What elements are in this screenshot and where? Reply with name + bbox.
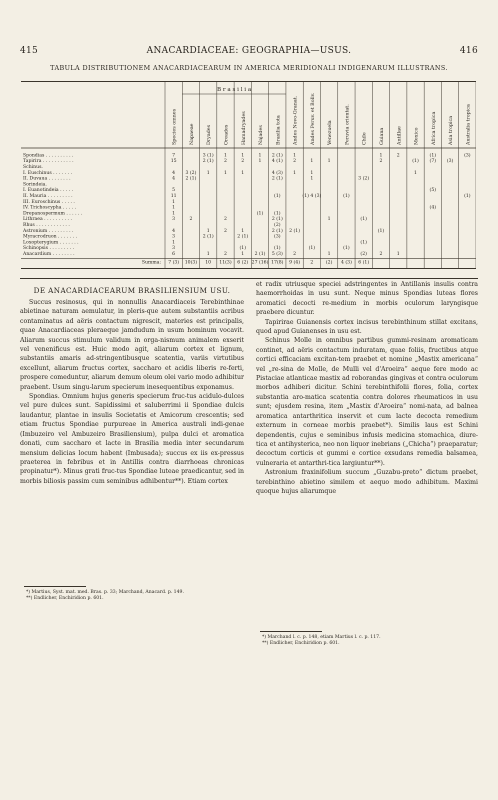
table-cell: 1 (206, 228, 210, 234)
table-cell: (2) (360, 252, 367, 257)
column-header: Venezuela (328, 120, 334, 145)
summa-cell: 6 (2) (237, 260, 249, 266)
column-header: Species omnes (172, 108, 178, 145)
table-cell: 2 (1) (254, 252, 266, 257)
table-cell: (1) (308, 246, 316, 252)
summa-cell: 17(8) (271, 260, 284, 266)
table-cell: (1) (274, 194, 281, 199)
table-cell: (1) (429, 153, 437, 159)
row-label: Schinus. (23, 165, 43, 170)
table-cell: 1 (258, 159, 262, 165)
summa-cell: 27 (16) (251, 260, 269, 266)
row-label: Spondias . . . . . . . . . . (23, 153, 74, 159)
row-label: Astronium . . . . . . . . . (23, 228, 74, 234)
table-cell: 1 (310, 176, 314, 182)
table-cell: 1 (241, 153, 245, 159)
table-cell: (4) (429, 205, 437, 211)
row-label: Schinopsis . . . . . . . . . (23, 246, 75, 252)
table-cell: 3 (1) (202, 153, 214, 159)
column-header: Antillae (397, 126, 403, 145)
row-label: Myracrodruon . . . . . . . (23, 234, 78, 240)
table-cell: 1 (379, 153, 383, 159)
table-cell: 1 (293, 170, 297, 176)
table-cell: 2 (1) (202, 234, 214, 240)
right-footnote-1: *) Marchand l. c. p. 148, etiam Martius l. c. p. 117. (262, 635, 381, 640)
table-cell: (1) (360, 217, 367, 223)
summa-label: Summa: (141, 260, 161, 266)
table-cell: 15 (170, 159, 177, 165)
table-cell: 1 (396, 252, 400, 257)
table-cell: 2 (1) (185, 176, 197, 182)
table-cell: 2 (224, 228, 227, 234)
right-paragraph-3: Schinus Molle in omnibus partibus gummi-resinam aromaticam continet, ad aëris contactum induratam, quae foliis, fructibus atque cortici efficaciam excitan-tem praebet et nomine „Mastix americana“ vel „re-sina de Molle, de Mulli vel d'Aroeira“ aeque fere modo ac Pistaciae atlanticae mastix ad roborandas gingivas et contra oculorum morbos adhiberi dicitur. Schini terebinthifolii flores, folia, cortex substantia aro-matica scatentia contra dolores rheumaticos in usu sunt; ejusdem resina, item „Mastix d'Aroeira“ nomi-nata, ad balnea aromatica antarthritica inservit et cum lacte decocta remedium externum in corneae morbis praebet*). Similis laus est Schini dependentis, cujus e seminibus infusis medicina stomachica, diure-tica et antihysterica, neo non liquor inebrians („Chicha“) praeparatur; decoctum corticis et gummi e cortice exsudans remedia balsamea, vulneraria et antarthri-tica largiuntur**). (256, 337, 478, 467)
table-cell: 2 (1) (271, 153, 283, 159)
row-label: Rhus . . . . . . . . . . . . (23, 223, 70, 228)
table-cell: (1) (343, 194, 350, 199)
table-cell: 2 (1) (271, 217, 283, 223)
left-footnotes (26, 590, 244, 603)
footnote-rule-right (260, 631, 322, 632)
table-cell: 1 (293, 153, 297, 159)
footnote-rule-left (24, 586, 86, 587)
row-label: Drepanospermum . . . . . . (23, 211, 83, 217)
table-cell: 1 (172, 205, 176, 211)
summa-cell: 7 (3) (168, 260, 180, 266)
left-footnote-2: **) Endlicher, Enchiridion p. 601. (26, 596, 104, 602)
column-header: Najades (259, 125, 265, 145)
right-footnotes (262, 635, 478, 648)
summa-cell: 2 (310, 260, 314, 266)
table-cell: 2 (241, 159, 245, 165)
table-cell: 1 (172, 211, 176, 217)
column-header: Napaeae (189, 123, 195, 145)
left-column (20, 298, 244, 486)
table-cell: 4 (172, 228, 176, 234)
table-cell: 5 (172, 188, 176, 194)
table-cell: 2 (224, 159, 227, 165)
table-cell: 5 (3) (271, 252, 283, 257)
table-cell: (1) (412, 159, 419, 165)
table-cell: 1 (206, 170, 210, 176)
table-cell: 4 (172, 170, 176, 176)
table-cell: (5) (429, 188, 437, 194)
table-cell: (1) (464, 194, 471, 199)
column-header: Dryades (207, 124, 213, 145)
row-label: Loxopterygium . . . . . . . (23, 240, 79, 246)
column-header: Andes Peruv. et Boliv. (310, 92, 316, 145)
summa-cell: 4 (3) (340, 260, 352, 266)
table-cell: 3 (2) (358, 176, 370, 182)
table-cell: 2 (1) (271, 228, 283, 234)
table-cell: 1 (310, 159, 314, 165)
summa-cell: (2) (325, 260, 333, 266)
row-label: Anacardium . . . . . . . . (23, 252, 75, 257)
column-header: Hamadryades (241, 111, 247, 145)
table-cell: 4 (172, 176, 176, 182)
row-label: Sorindeia. (23, 182, 47, 188)
table-cell: 1 (327, 252, 331, 257)
column-header: Asia tropica (449, 115, 455, 145)
table-cell: 3 (172, 217, 176, 223)
table-cell: 1 (241, 170, 245, 176)
summa-cell: 11(3) (219, 260, 232, 266)
left-paragraph-1: Succus resinosus, qui in nonnullis Anacardiaceis Terebinthinae abietinae naturam aemulatur, in pleris-que autem substantiis acribus contaminatus ad aëris contactum nigrescit, materies est principalis, quae Anacardiaceas pleraeque jamdudum in usum hominum vocavit. Aliarum succus stimulum validum in orga-nismum animalem exserit vel venenificus est. Huic modo agit, aliarum cortex et lignum, substantiis amaris ad-stringentibusque scatentia, variis virtutibus excellunt, aliarum fructus cortex, saccharo et acidis liberis re-ferti, prospere comeduntur, aliarum demum oleum olei vario modo adhibitur praebent. Usum singu-larum specierum inesequentibus exponamus. (20, 299, 244, 391)
table-cell: 6 (172, 252, 176, 257)
row-label: Lithraea . . . . . . . . . . (23, 217, 72, 223)
table-cell: 3 (2) (185, 170, 197, 176)
table-cell: 1 (172, 199, 176, 205)
table-cell: 4 (1) (271, 159, 283, 165)
table-cell: (1) (274, 246, 281, 252)
table-cell: (1) (239, 246, 247, 252)
table-cell: 1 (241, 228, 245, 234)
table-cell: 2 (293, 159, 297, 165)
table-cell: 1 (258, 153, 262, 159)
summa-cell: 10 (205, 260, 212, 266)
table-cell: 1 (241, 252, 245, 257)
table-cell: (3) (274, 234, 281, 240)
page-number-left: 415 (20, 46, 39, 56)
table-cell: (1) 4 (3) (302, 194, 322, 199)
table-cell: 1 (310, 170, 314, 176)
column-header: Brasilia tota (276, 115, 282, 145)
right-column (256, 280, 478, 496)
distribution-table (21, 81, 476, 269)
table-cell: 2 (189, 217, 193, 223)
table-cell: 7 (172, 153, 176, 159)
table-cell: 1 (224, 170, 227, 176)
right-paragraph-2: Tapirirae Guianensis cortex incisus terebinthinum stillat excitans, quod apud Guianenses in usu est. (256, 318, 478, 336)
table-cell: 2 (224, 217, 227, 223)
table-cell: 1 (414, 170, 417, 176)
table-cell: 2 (1) (271, 176, 283, 182)
right-paragraph-4: Astronium fraxinifolium succum „Guzabu-preto“ dictum praebet, terebinthino abietino similem et aequo modo adhibitum. Maximi quoque hujus aliarumque (256, 469, 478, 495)
table-cell: (1) (377, 228, 385, 234)
table-cell: (3) (446, 159, 454, 165)
divider-rule (20, 278, 478, 279)
table-cell: 2 (1) (289, 228, 301, 234)
page-number-right: 416 (459, 46, 478, 56)
table-cell: (1) (256, 211, 264, 217)
table-cell: 4 (3) (271, 170, 283, 176)
right-footnote-2: **) Endlicher, Enchiridion p. 601. (262, 641, 340, 647)
table-cell: 2 (1) (202, 159, 214, 165)
summa-cell: 10(3) (184, 260, 198, 266)
running-header (20, 46, 478, 60)
column-header: Chile (362, 132, 368, 145)
table-cell: 2 (379, 159, 383, 165)
column-header: Australia tropica (466, 104, 472, 145)
brasilia-group-label: B r a s i l i a (217, 87, 252, 93)
table-cell: (7) (429, 159, 437, 165)
table-cell: 1 (206, 252, 210, 257)
row-label: I. Euschinus . . . . . . . (23, 170, 73, 176)
table-cell: (1) (360, 240, 367, 246)
table-cell: 2 (293, 252, 297, 257)
table-cell: 1 (327, 217, 331, 223)
column-header: Peruvia orientat. (345, 104, 351, 145)
row-label: II. Mauria . . . . . . . . . (23, 194, 73, 199)
table-cell: 2 (396, 153, 400, 159)
distribution-table-grid (21, 82, 476, 268)
column-header: Africa tropica (431, 111, 437, 145)
table-cell: 1 (224, 153, 227, 159)
row-label: I. Euanotindeia . . . . . (23, 188, 74, 194)
table-cell: (1) (274, 211, 281, 217)
summa-cell: 6 (1) (358, 260, 370, 266)
table-cell: 3 (172, 234, 176, 240)
table-cell: (3) (464, 153, 471, 159)
table-cell: 2 (224, 252, 227, 257)
row-label: IV. Trichoscypha . . . . . (23, 205, 77, 211)
table-cell: (2) (274, 223, 281, 228)
table-cell: 2 (1) (237, 234, 249, 240)
running-title: ANACARDIACEAE: GEOGRAPHIA—USUS. (146, 46, 352, 56)
row-label: III. Euroschinus . . . . . (23, 199, 75, 205)
summa-cell: 9 (4) (289, 260, 301, 266)
table-cell: 11 (170, 194, 177, 199)
column-header: Oreades (224, 124, 230, 145)
row-label: II. Duvaua . . . . . . . . (23, 176, 71, 182)
left-paragraph-2: Spondias. Omnium hujus generis specierum fruc-tus acidulo-dulces vel pure dulces sunt. Sapidissimi et saluberrimi ii Spondiae dulcis laudantur, plantae in insulis Societatis et Amicorum crescentis; sed etiam fructus Spondiae purpureae in America australi indi-genae (Imbuzeiro vel Ambuzeiro Brasiliensium), pulpa dulci et aromatica donati, cum saccharo et lacte in Brasilia media inter secundarum mensium delicias locum habent (Imbusada); succus ex iis ex-pressus praeterea in febribus et in Antillis contra diarrhoeas chronicas propinatur*). Minus grati fruc-tus Spondiae luteae praedicantur, sed in morbis biliosis passim cum seminibus adhibentur**). Etiam cortex (20, 393, 244, 485)
table-title: TABULA DISTRIBUTIONEM ANACARDIACEARUM IN AMERICA MERIDIONALI INDIGENARUM ILLUSTRANS. (50, 64, 448, 72)
table-cell: 1 (327, 159, 331, 165)
left-footnote-1: *) Martius, Syst. mat. med. Bras. p. 33; Marchand, Anacard. p. 149. (26, 590, 184, 595)
column-header: Guiana (379, 127, 385, 145)
section-title: DE ANACARDIACEARUM BRASILIENSIUM USU. (33, 286, 231, 295)
right-paragraph-1: et radix utriusque speciei adstringentes in Antillanis insulis contra haemorrhoidas in usu sunt. Neque minus Spondias luteas flores aromatici decocti re-medium in morbis oculorum laryngisque praebere dicuntur. (256, 281, 478, 317)
table-cell: (1) (343, 246, 350, 252)
table-cell: 2 (379, 252, 383, 257)
row-label: Tapirira . . . . . . . . . . . (23, 159, 74, 165)
column-header: Mexico (414, 127, 420, 145)
table-cell: 1 (172, 240, 176, 246)
table-cell: 3 (172, 246, 176, 252)
column-header: Andes Novo-Granat. (293, 95, 299, 145)
